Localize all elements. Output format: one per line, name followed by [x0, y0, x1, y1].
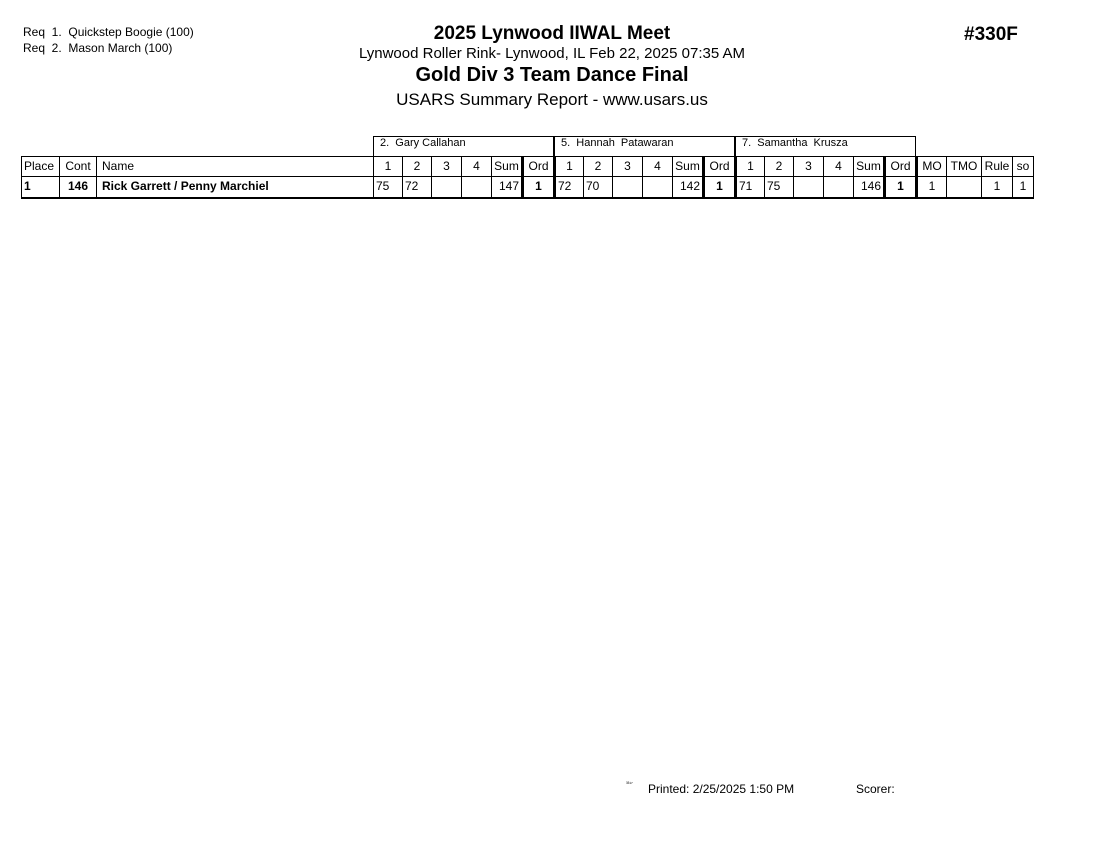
j3-score-3	[794, 177, 824, 198]
header-j2-2: 2	[584, 157, 613, 177]
j3-score-2: 75	[765, 177, 794, 198]
j1-score-2: 72	[403, 177, 432, 198]
header-j2-sum: Sum	[673, 157, 704, 177]
table-row	[22, 177, 1034, 198]
header-row	[22, 157, 1034, 177]
header-j3-4: 4	[824, 157, 854, 177]
results-table	[21, 156, 1034, 199]
j3-score-4	[824, 177, 854, 198]
header-j1-3: 3	[432, 157, 462, 177]
header-so: so	[1013, 157, 1034, 177]
j1-score-1: 75	[374, 177, 403, 198]
header-mo: MO	[917, 157, 947, 177]
j2-sum: 142	[673, 177, 704, 198]
footer-code: ³³¹⁷	[626, 781, 633, 787]
j2-score-1: 72	[555, 177, 584, 198]
result-place: 1	[22, 177, 60, 198]
j1-score-4	[462, 177, 492, 198]
header-j3-2: 2	[765, 157, 794, 177]
j3-ord: 1	[885, 177, 917, 198]
header-j2-ord: Ord	[704, 157, 736, 177]
header-j1-ord: Ord	[523, 157, 555, 177]
header-j3-ord: Ord	[885, 157, 917, 177]
header-place: Place	[22, 157, 60, 177]
header-j1-2: 2	[403, 157, 432, 177]
header-rule: Rule	[982, 157, 1013, 177]
j1-sum: 147	[492, 177, 523, 198]
j1-ord: 1	[523, 177, 555, 198]
event-title: Gold Div 3 Team Dance Final	[415, 64, 689, 86]
result-name: Rick Garrett / Penny Marchiel	[97, 177, 374, 198]
header-j1-1: 1	[374, 157, 403, 177]
result-mo: 1	[917, 177, 947, 198]
meet-subtitle: Lynwood Roller Rink- Lynwood, IL Feb 22, 2025 07:35 AM	[358, 45, 746, 62]
header-j3-sum: Sum	[854, 157, 885, 177]
result-tmo	[947, 177, 982, 198]
j2-score-3	[613, 177, 643, 198]
result-rule: 1	[982, 177, 1013, 198]
header-cont: Cont	[60, 157, 97, 177]
judge-1-header: 2. Gary Callahan	[373, 136, 554, 157]
scorer-label: Scorer:	[856, 782, 895, 796]
header-j1-sum: Sum	[492, 157, 523, 177]
header-j3-1: 1	[736, 157, 765, 177]
result-cont: 146	[60, 177, 97, 198]
printed-timestamp: Printed: 2/25/2025 1:50 PM	[648, 782, 795, 796]
report-title: USARS Summary Report - www.usars.us	[396, 90, 708, 109]
header-j3-3: 3	[794, 157, 824, 177]
header-j1-4: 4	[462, 157, 492, 177]
j2-score-2: 70	[584, 177, 613, 198]
j2-score-4	[643, 177, 673, 198]
judge-2-header: 5. Hannah Patawaran	[554, 136, 735, 157]
header-j2-1: 1	[555, 157, 584, 177]
requirement-2: Req 2. Mason March (100)	[23, 41, 173, 55]
requirement-1: Req 1. Quickstep Boogie (100)	[23, 25, 194, 39]
header-tmo: TMO	[947, 157, 982, 177]
judge-3-header: 7. Samantha Krusza	[735, 136, 916, 157]
header-j2-4: 4	[643, 157, 673, 177]
meet-title: 2025 Lynwood IIWAL Meet	[433, 23, 671, 44]
header-j2-3: 3	[613, 157, 643, 177]
j3-sum: 146	[854, 177, 885, 198]
header-name: Name	[97, 157, 374, 177]
j3-score-1: 71	[736, 177, 765, 198]
j1-score-3	[432, 177, 462, 198]
result-so: 1	[1013, 177, 1034, 198]
event-number: #330F	[964, 24, 1018, 45]
j2-ord: 1	[704, 177, 736, 198]
